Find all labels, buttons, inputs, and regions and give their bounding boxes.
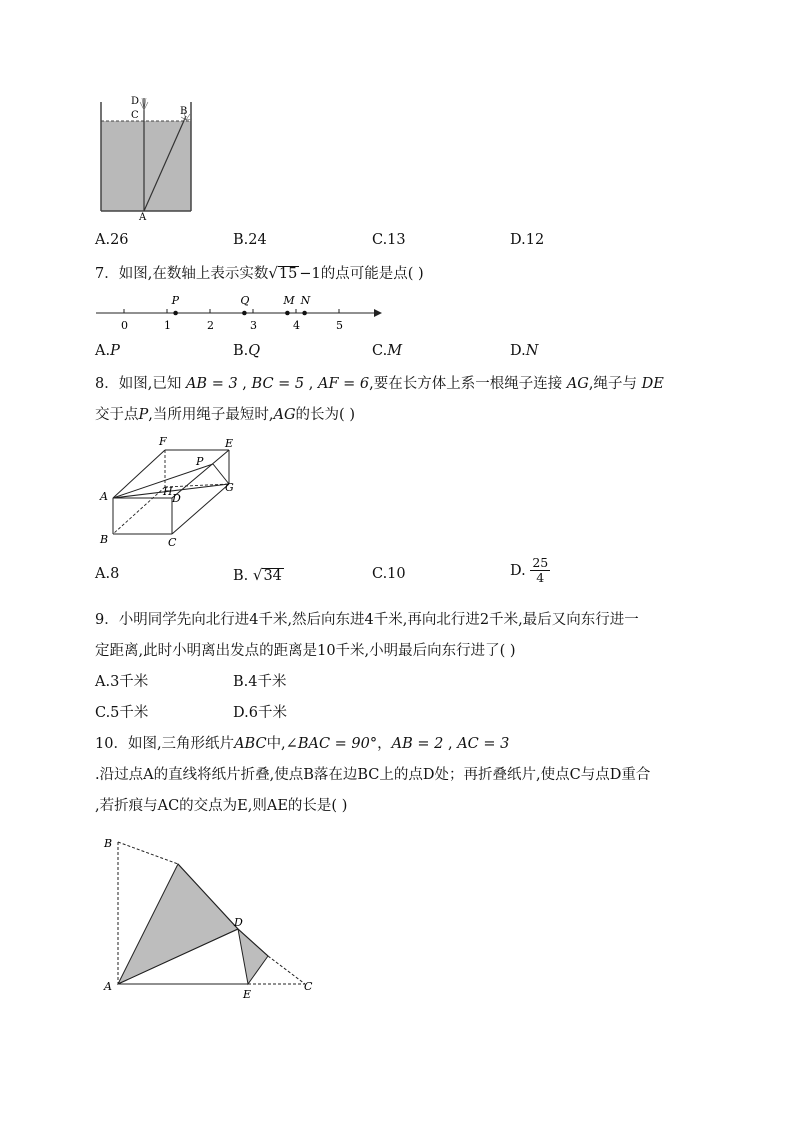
q9-stem-line2: 定距离,此时小明离出发点的距离是10千米,小明最后向东行进了( ) <box>95 643 516 659</box>
number-line-point <box>285 311 290 316</box>
number-line-point <box>173 311 178 316</box>
q9-option-a: A.3千米 <box>95 674 149 690</box>
number-line-point-label: M <box>283 294 295 307</box>
q10-stem-line1: 10．如图,三角形纸片ABC中,∠BAC = 90°，AB = 2 , AC = 3 <box>95 736 510 752</box>
q8-option-c: C.10 <box>372 566 406 582</box>
q7-option-d: D.N <box>510 343 539 359</box>
number-line-point-label: N <box>300 294 311 307</box>
q6-option-a: A.26 <box>95 232 129 248</box>
cuboid-figure <box>95 432 245 552</box>
number-line-point <box>302 311 307 316</box>
number-line-point-label: Q <box>240 294 250 307</box>
label-B: B <box>180 106 188 117</box>
q8-stem-line2: 交于点P,当所用绳子最短时,AG的长为( ) <box>95 407 355 423</box>
label-G: G <box>225 481 234 494</box>
q9-stem-line1: 9．小明同学先向北行进4千米,然后向东进4千米,再向北行进2千米,最后又向东行进一 <box>95 612 639 628</box>
q6-option-b: B.24 <box>233 232 267 248</box>
q7-option-a: A.P <box>95 343 120 359</box>
label-C: C <box>168 536 177 549</box>
label-D: D <box>131 96 140 107</box>
q9-option-d: D.6千米 <box>233 705 287 721</box>
q8-option-b: B. √34 <box>233 566 282 584</box>
label-D: D <box>172 492 181 505</box>
q8-stem-line1: 8．如图,已知 AB = 3 , BC = 5 , AF = 6,要在长方体上系一根绳子连接 AG,绳子与 DE <box>95 376 664 392</box>
label-H: H <box>163 485 173 498</box>
q7-stem: 7．如图,在数轴上表示实数√15 −1的点可能是点( ) <box>95 264 424 282</box>
q7-option-b: B.Q <box>233 343 261 359</box>
label-C: C <box>131 110 139 121</box>
number-line-tick-label: 5 <box>336 319 343 332</box>
q8-option-a: A.8 <box>95 566 120 582</box>
label-A: A <box>100 490 108 503</box>
number-line-point <box>242 311 247 316</box>
number-line-tick-label: 2 <box>207 319 214 332</box>
q6-option-d: D.12 <box>510 232 545 248</box>
label-A: A <box>104 980 112 993</box>
number-line-tick-label: 3 <box>250 319 257 332</box>
label-E: E <box>243 988 252 1001</box>
label-F: F <box>159 435 167 448</box>
q7-option-c: C.M <box>372 343 403 359</box>
number-line-tick-label: 4 <box>293 319 300 332</box>
label-P: P <box>196 455 204 468</box>
number-line-tick-label: 0 <box>121 319 128 332</box>
q6-option-c: C.13 <box>372 232 406 248</box>
label-A: A <box>139 212 147 222</box>
label-C: C <box>304 980 313 993</box>
triangle-fold-figure <box>100 832 330 1007</box>
q10-stem-line2: .沿过点A的直线将纸片折叠,使点B落在边BC上的点D处；再折叠纸片,使点C与点D重合 <box>95 767 651 783</box>
label-E: E <box>225 437 234 450</box>
q9-option-c: C.5千米 <box>95 705 149 721</box>
label-B: B <box>100 533 109 546</box>
label-D: D <box>234 916 243 929</box>
number-line <box>90 288 390 333</box>
cup-figure <box>95 92 205 222</box>
q9-option-b: B.4千米 <box>233 674 287 690</box>
label-B: B <box>104 837 113 850</box>
number-line-point-label: P <box>171 294 180 307</box>
number-line-tick-label: 1 <box>164 319 171 332</box>
q7-radicand: 15 <box>278 266 298 282</box>
q10-stem-line3: ,若折痕与AC的交点为E,则AE的长是( ) <box>95 798 348 814</box>
number-line-arrow <box>374 309 382 317</box>
q8-option-d: D. $\frac{25}{4}$ <box>510 555 549 586</box>
